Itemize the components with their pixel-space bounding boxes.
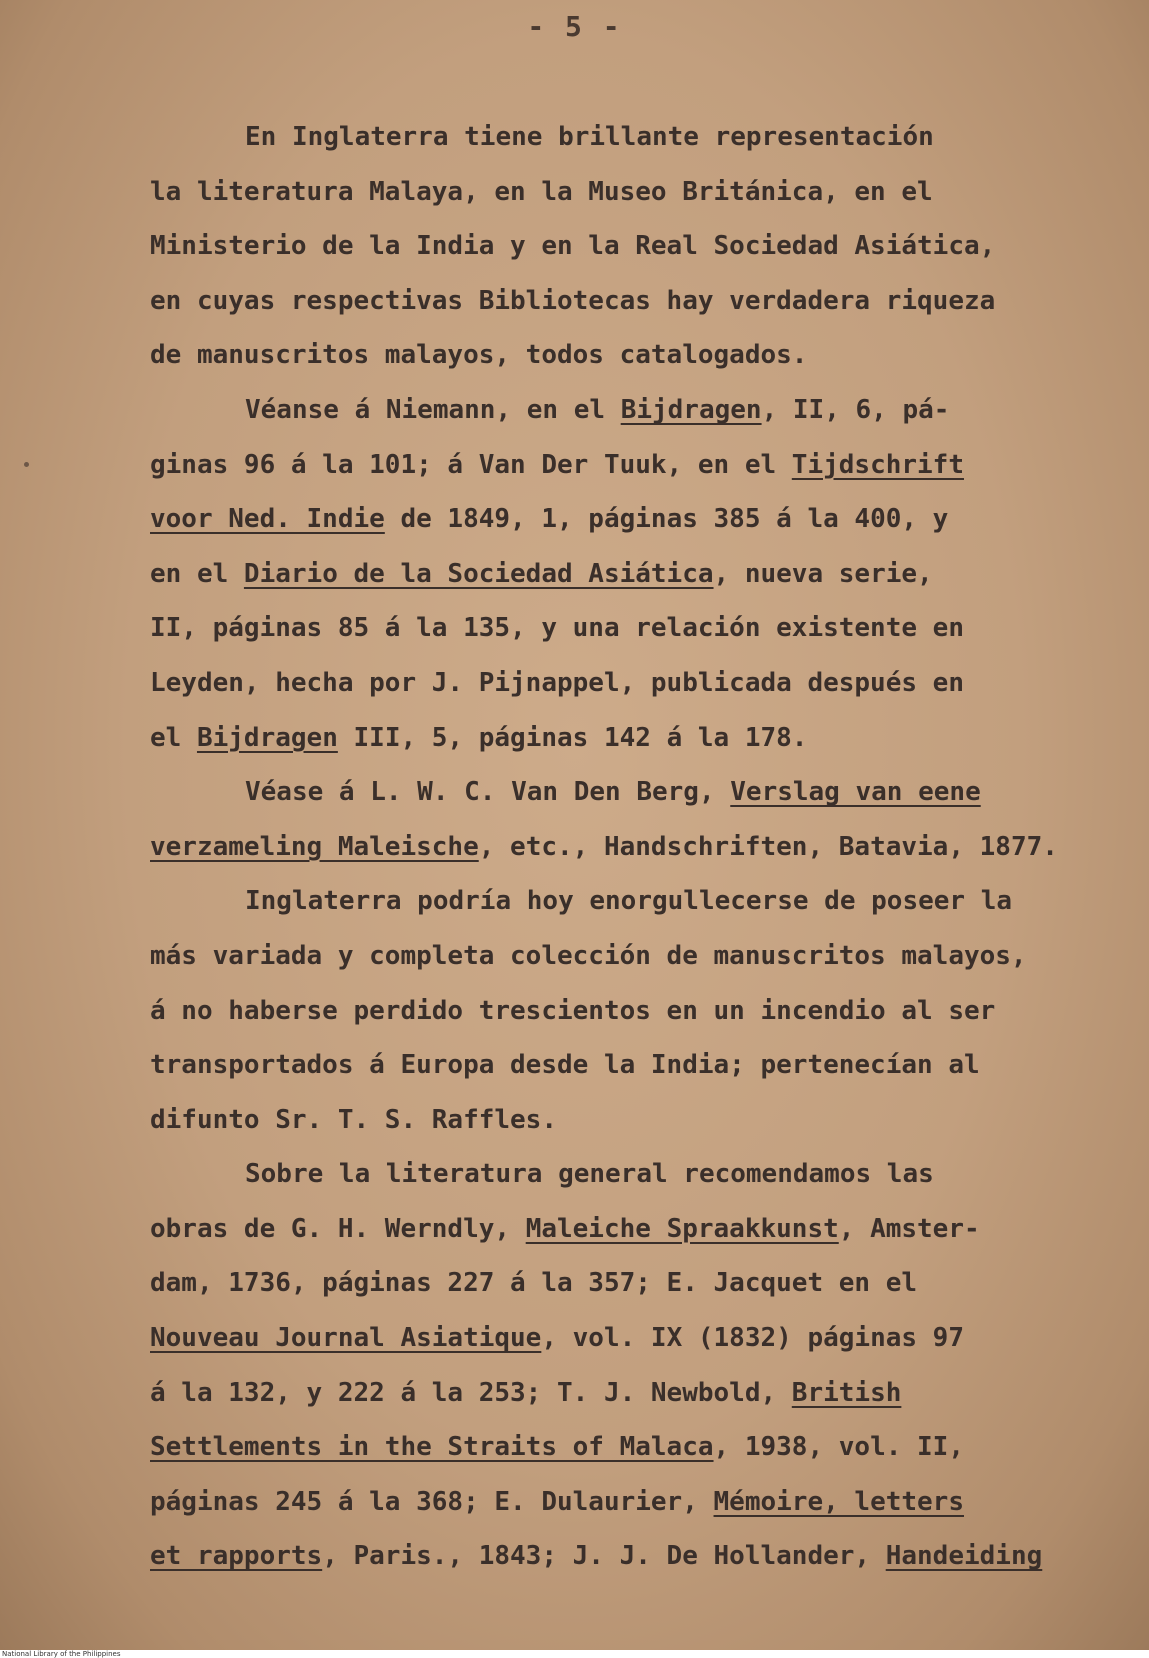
text-segment: de 1849, 1, páginas 385 á la 400, y [384,504,949,535]
text-segment: páginas 245 á la 368; E. Dulaurier, [150,1486,714,1517]
text-line [150,1038,1070,1093]
text-segment: III, 5, páginas 142 á la 178. [337,722,808,753]
text-line [150,110,1070,165]
text-line [150,1202,1070,1257]
text-segment: Ministerio de la India y en la Real Sociedad Asiática, [150,231,996,262]
underlined-title: Bijdragen [196,722,338,753]
text-segment: en el [150,558,244,589]
page-number: - 5 - [527,10,622,43]
underlined-title: et rapports [150,1541,323,1572]
underlined-title: verzameling Maleische [150,831,479,862]
text-line [150,874,1070,929]
text-segment: Véase á L. W. C. Van Den Berg, [245,777,731,808]
text-line [150,984,1070,1039]
text-segment: á la 132, y 222 á la 253; T. J. Newbold, [150,1377,792,1408]
text-line [150,765,1070,820]
text-line [150,1093,1070,1148]
underlined-title: Verslag van eene [730,777,981,808]
underlined-title: Bijdragen [620,394,762,425]
text-segment: Leyden, hecha por J. Pijnappel, publicada después en [150,667,964,698]
text-segment: , 1938, vol. II, [713,1432,964,1463]
text-segment: En Inglaterra tiene brillante representación [245,122,934,152]
underlined-title: Nouveau Journal Asiatique [150,1323,542,1354]
underlined-title: Tijdschrift [791,449,964,480]
text-line [150,1420,1070,1475]
text-line [150,711,1070,766]
text-line [150,601,1070,656]
text-line [150,438,1070,493]
text-segment: Inglaterra podría hoy enorgullecerse de poseer la [245,886,1013,917]
text-segment: transportados á Europa desde la India; pertenecían al [150,1050,980,1081]
text-segment: de manuscritos malayos, todos catalogados. [150,340,808,371]
underlined-title: British [791,1377,902,1408]
text-segment: , Amster- [838,1213,980,1244]
text-segment: ginas 96 á la 101; á Van Der Tuuk, en el [150,449,792,480]
text-segment: II, páginas 85 á la 135, y una relación existente en [150,613,964,644]
text-segment: más variada y completa colección de manuscritos malayos, [150,940,1027,971]
text-segment: , Paris., 1843; J. J. De Hollander, [322,1541,886,1572]
text-segment: , vol. IX (1832) páginas 97 [541,1323,964,1354]
text-line [150,165,1070,220]
text-segment: , etc., Handschriften, Batavia, 1877. [478,831,1058,862]
text-line [150,1529,1070,1584]
text-line [150,929,1070,984]
underlined-title: voor Ned. Indie [150,504,385,535]
text-segment: difunto Sr. T. S. Raffles. [150,1104,557,1135]
text-segment: el [150,722,197,753]
text-line [150,328,1070,383]
text-segment: dam, 1736, páginas 227 á la 357; E. Jacquet en el [150,1268,918,1299]
text-segment: la literatura Malaya, en la Museo Británica, en el [150,176,933,207]
text-line [150,820,1070,875]
underlined-title: Handeiding [885,1541,1043,1572]
ink-speck [24,462,29,467]
text-line [150,1475,1070,1530]
text-line [150,274,1070,329]
text-line [150,383,1070,438]
underlined-title: Mémoire, letters [713,1486,964,1517]
text-segment: obras de G. H. Werndly, [150,1213,526,1244]
text-line [150,547,1070,602]
text-segment: , II, 6, pá- [761,394,950,425]
text-segment: á no haberse perdido trescientos en un incendio al ser [150,995,996,1026]
text-segment: Sobre la literatura general recomendamos las [245,1159,934,1190]
body-text [150,110,1070,1584]
text-line [150,492,1070,547]
footer-credit: National Library of the Philippines [2,1650,121,1658]
text-line [150,1311,1070,1366]
text-line [150,219,1070,274]
text-segment: , nueva serie, [713,558,933,589]
text-segment: Véanse á Niemann, en el [245,394,621,425]
text-line [150,1147,1070,1202]
text-line [150,656,1070,711]
text-line [150,1366,1070,1421]
text-line [150,1256,1070,1311]
underlined-title: Diario de la Sociedad Asiática [243,558,714,589]
underlined-title: Settlements in the Straits of Malaca [150,1432,714,1463]
text-segment: en cuyas respectivas Bibliotecas hay verdadera riqueza [150,285,996,316]
underlined-title: Maleiche Spraakkunst [525,1213,839,1244]
